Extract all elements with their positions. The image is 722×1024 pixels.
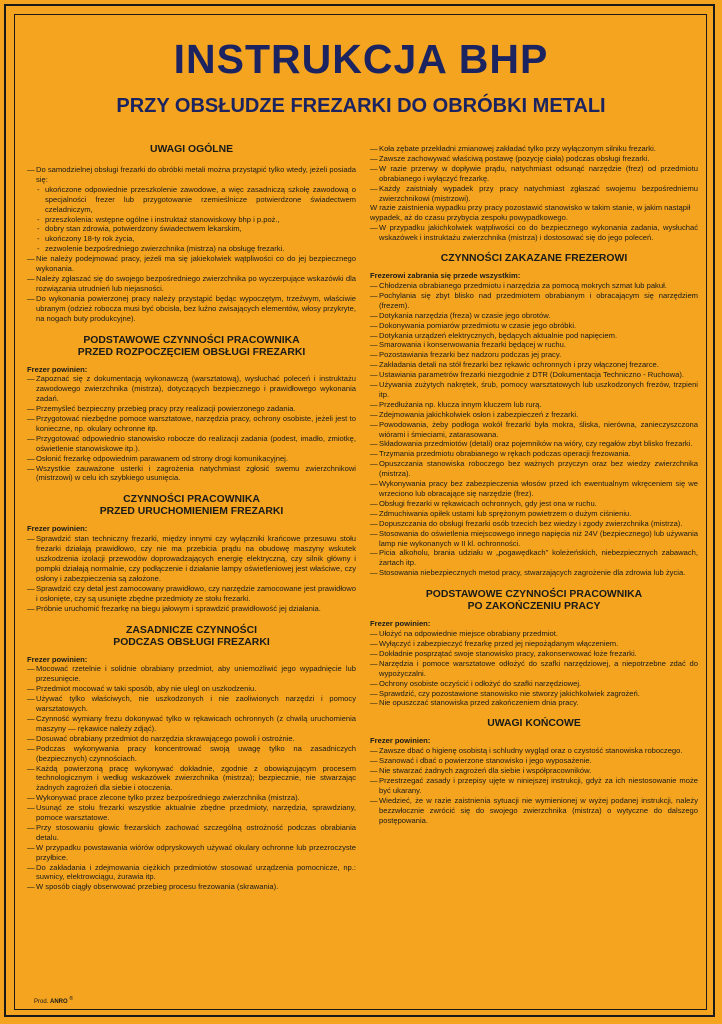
list-item: — Podczas wykonywania pracy koncentrować swoją uwagę tylko na zasadniczych (bezpiecznych) czynnościach.: [27, 744, 356, 764]
list-item: — Wyłączyć i zabezpieczyć frezarkę przed jej niepożądanym włączeniem.: [370, 639, 698, 649]
list-item: — Dotykania narzędzia (freza) w czasie jego obrotów.: [370, 311, 698, 321]
list-item: — Dokonywania pomiarów przedmiotu w czasie jego obróbki.: [370, 321, 698, 331]
list-item: - ukończony 18-ty rok życia,: [27, 234, 356, 244]
list-item: — Smarowania i konserwowania frezarki będącej w ruchu.: [370, 340, 698, 350]
heading-podczas-obslugi-2: PODCZAS OBSŁUGI FREZARKI: [113, 636, 270, 648]
list-item: — Ustawiania parametrów frezarki niezgodnie z DTR (Dokumentacja Techniczno - Ruchowa).: [370, 370, 698, 380]
producer-prefix: Prod.: [34, 999, 49, 1005]
list-item: — Składowania przedmiotów (detali) oraz pojemników na wióry, czy regałów zbyt blisko frezarki.: [370, 439, 698, 449]
list-item: — Próbnie uruchomić frezarkę na biegu jałowym i sprawdzić prawidłowość jej działania.: [27, 604, 356, 614]
list-item: — Sprawdzić czy detal jest zamocowany prawidłowo, czy narzędzie zamocowane jest prawidłowo i osłonięte, czy są usunięte zbędne przedmioty ze stołu frezarki.: [27, 584, 356, 604]
list-item: — Czynność wymiany frezu dokonywać tylko w rękawicach ochronnych (z chwilą uruchomienia maszyny — rękawice należy zdjąć).: [27, 714, 356, 734]
list-item: — Wykonywać prace zlecone tylko przez bezpośredniego zwierzchnika (mistrza).: [27, 793, 356, 803]
list-item: — Zapoznać się z dokumentacją wykonawczą (warsztatową), wysłuchać poleceń i instruktażu zawodowego zwierzchnika (mistrza), dotyczących bezpiecznego i prawidłowego wykonania zadań.: [27, 374, 356, 404]
list-item: — W przypadku jakichkolwiek wątpliwości co do bezpiecznego wykonania zadania, wysłuchać wskazówek i instruktażu zwierzchnika (mistrza) i dostosować się do jego poleceń.: [370, 223, 698, 243]
list-item: — Pozostawiania frezarki bez nadzoru podczas jej pracy.: [370, 350, 698, 360]
list-item: — Trzymania przedmiotu obrabianego w rękach podczas operacji frezowania.: [370, 449, 698, 459]
list-uwagi-koncowe: [370, 746, 698, 825]
list-uwagi-ogolne: [27, 165, 356, 324]
list-czynnosci-zakazane: [370, 281, 698, 578]
heading-przed-uruchomieniem-1: CZYNNOŚCI PRACOWNIKA: [123, 494, 260, 506]
list-podczas-obslugi-cont: [370, 144, 698, 203]
list-item: — Nie opuszczać stanowiska przed zakończeniem dnia pracy.: [370, 698, 698, 708]
list-item: — Nie stwarzać żadnych zagrożeń dla siebie i współpracowników.: [370, 766, 698, 776]
list-item: — Stosowania do oświetlenia miejscowego innego napięcia niż 24V (bezpiecznego) lub używania lamp nie wykonanych w II kl. ochronności.: [370, 529, 698, 549]
list-item: — Każdą powierzoną pracę wykonywać dokładnie, zgodnie z obowiązującym procesem technologicznym i według wskazówek zwierzchnika (mistrza); bezpiecznie, nie stwarzając żadnych zagrożeń dla siebie i otoczenia.: [27, 764, 356, 794]
list-po-zakonczeniu: [370, 629, 698, 708]
list-item: — Przemyśleć bezpieczny przebieg pracy przy realizacji powierzonego zadania.: [27, 404, 356, 414]
list-item: — Przygotować odpowiednio stanowisko robocze do realizacji zadania (podest, imadło, zmiotkę, oświetlenie stanowiskowe itp.).: [27, 434, 356, 454]
list-item: — Każdy zaistniały wypadek przy pracy natychmiast zgłaszać swojemu bezpośredniemu zwierzchnikowi (mistrzowi).: [370, 184, 698, 204]
list-item: — Przy stosowaniu głowic frezarskich zachować szczególną ostrożność podczas obrabiania detalu.: [27, 823, 356, 843]
lead-podczas-obslugi: Frezer powinien:: [27, 654, 88, 664]
list-item: — Do zakładania i zdejmowania ciężkich przedmiotów stosować urządzenia pomocnicze, np.: suwnicy, elektrowciągu, żurawia itp.: [27, 863, 356, 883]
list-item: — Używania zużytych nakrętek, śrub, pomocy warsztatowych lub uszkodzonych frezów, trzpieni itp.: [370, 380, 698, 400]
list-item: — Dotykania urządzeń elektrycznych, będących aktualnie pod napięciem.: [370, 331, 698, 341]
list-item: — Nie należy podejmować pracy, jeżeli ma się jakiekolwiek wątpliwości co do jej bezpiecznego wykonania.: [27, 254, 356, 274]
lead-po-zakonczeniu: Frezer powinien:: [370, 619, 431, 629]
heading-po-zakonczeniu-2: PO ZAKOŃCZENIU PRACY: [467, 601, 601, 613]
list-item: — Przedłużania np. klucza innym kluczem lub rurą.: [370, 400, 698, 410]
list-item: — Należy zgłaszać się do swojego bezpośredniego zwierzchnika po wyczerpujące wskazówki dla rozwiązania utrudnień lub niejasności.: [27, 274, 356, 294]
list-przed-uruchomieniem: [27, 534, 356, 613]
list-item: — Zawsze dbać o higienę osobistą i schludny wygląd oraz o czystość stanowiska roboczego.: [370, 746, 698, 756]
list-item: — Do wykonania powierzonej pracy należy przystąpić będąc wypoczętym, trzeźwym, właściwie ubranym (odzież robocza musi być obcisła, bez luźno zwisających elementów, włosy przykryte, na nogach buty produkcyjne).: [27, 294, 356, 324]
list-item: — Dopuszczania do obsługi frezarki osób trzecich bez wiedzy i zgody zwierzchnika (mistrza).: [370, 519, 698, 529]
list-item: — Usunąć ze stołu frezarki wszystkie aktualnie zbędne przedmioty, narzędzia, sprawdziany, pomoce warsztatowe.: [27, 803, 356, 823]
list-podczas-obslugi: [27, 664, 356, 892]
list-item: — Do samodzielnej obsługi frezarki do obróbki metali można przystąpić tylko wtedy, jeżeli posiada się:: [27, 165, 356, 185]
list-item: — Zdmuchiwania opiłek ustami lub sprężonym powietrzem o dużym ciśnieniu.: [370, 509, 698, 519]
list-item: — Szanować i dbać o powierzone stanowisko i jego wyposażenie.: [370, 756, 698, 766]
list-item: — Przedmiot mocować w taki sposób, aby nie ulegl on uszkodzeniu.: [27, 684, 356, 694]
list-item: — Stosowania niebezpiecznych metod pracy, stwarzających zagrożenie dla zdrowia lub życia.: [370, 568, 698, 578]
list-item: — Chłodzenia obrabianego przedmiotu i narzędzia za pomocą mokrych szmat lub pakuł.: [370, 281, 698, 291]
list-item: — Zdejmowania jakichkolwiek osłon i zabezpieczeń z frezarki.: [370, 410, 698, 420]
list-item: — Sprawdzić stan techniczny frezarki, między innymi czy wyłączniki krańcowe przesuwu stołu frezarki działają prawidłowo, czy nie ma przebicia prądu na obudowę maszyny wskutek uszkodzenia izolacji przewodów doprowadzających energię elektryczną, czy silnik główny i pompki działają normalnie, czy podłączenie i działanie lampy oświetleniowej jest właściwe, czy osłony i zabezpieczenia są założone.: [27, 534, 356, 584]
list-item: — Przygotować niezbędne pomoce warsztatowe, narzędzia pracy, ochrony osobiste, jeżeli jest to konieczne, np. okulary ochronne itp.: [27, 414, 356, 434]
lead-przed-uruchomieniem: Frezer powinien:: [27, 524, 88, 534]
heading-podczas-obslugi-1: ZASADNICZE CZYNNOŚCI: [125, 624, 258, 636]
list-item: — Powodowania, żeby podłoga wokół frezarki była mokra, śliska, nierówna, zanieczyszczona wiórami i śmieciami, zatarasowana.: [370, 420, 698, 440]
heading-uwagi-koncowe: UWAGI KOŃCOWE: [487, 718, 581, 730]
list-item: — Narzędzia i pomoce warsztatowe odłożyć do szafki narzędziowej, a niepotrzebne zdać do wypożyczalni.: [370, 659, 698, 679]
list-przed-rozpoczeciem: [27, 374, 356, 483]
list-item: — Obsługi frezarki w rękawicach ochronnych, gdy jest ona w ruchu.: [370, 499, 698, 509]
lead-czynnosci-zakazane: Frezerowi zabrania się przede wszystkim:: [370, 271, 521, 281]
list-item: — Ułożyć na odpowiednie miejsce obrabiany przedmiot.: [370, 629, 698, 639]
list-item: — Picia alkoholu, brania udziału w „pogawędkach” koleżeńskich, niebezpiecznych zabawach, żartach itp.: [370, 548, 698, 568]
left-column: [27, 144, 356, 892]
page-subtitle: PRZY OBSŁUDZE FREZARKI DO OBRÓBKI METALI: [116, 95, 606, 117]
list-item: — W sposób ciągły obserwować przebieg procesu frezowania (skrawania).: [27, 882, 356, 892]
list-item: — Mocować rzetelnie i solidnie obrabiany przedmiot, aby uniemożliwić jego wypadnięcie lub przesunięcie.: [27, 664, 356, 684]
heading-przed-rozpoczeciem-1: PODSTAWOWE CZYNNOŚCI PRACOWNIKA: [83, 334, 300, 346]
list-item: - przeszkolenia: wstępne ogólne i instruktaż stanowiskowy bhp i p.poż.,: [27, 215, 356, 225]
list-item: — Ochrony osobiste oczyścić i odłożyć do szafki narzędziowej.: [370, 679, 698, 689]
list-item: - dobry stan zdrowia, potwierdzony świadectwem lekarskim,: [27, 224, 356, 234]
list-item: — Koła zębate przekładni zmianowej zakładać tylko przy wyłączonym silniku frezarki.: [370, 144, 698, 154]
list-item: — Wykonywania pracy bez zabezpieczenia włosów przed ich ewentualnym wkręceniem się we wrzeciono lub obracające się narzędzie (frez).: [370, 479, 698, 499]
list-item: — Dosuwać obrabiany przedmiot do narzędzia skrawającego powoli i ostrożnie.: [27, 734, 356, 744]
list-item: — Dokładnie posprzątać swoje stanowisko pracy, zakonserwować łoże frezarki.: [370, 649, 698, 659]
list-item: — W razie przerwy w dopływie prądu, natychmiast odsunąć narzędzie (frez) od przedmiotu obrabianego i wyłączyć frezarkę.: [370, 164, 698, 184]
lead-uwagi-koncowe: Frezer powinien:: [370, 736, 431, 746]
paragraph-wypadek: W razie zaistnienia wypadku przy pracy pozostawić stanowisko w takim stanie, w jakim nastąpił wypadek, aż do czasu przybycia zespołu powypadkowego.: [370, 203, 691, 223]
list-item: — Przestrzegać zasady i przepisy ujęte w niniejszej instrukcji, gdyż za ich niestosowanie może być ukarany.: [370, 776, 698, 796]
list-item: — Opuszczania stanowiska roboczego bez ważnych przyczyn oraz bez wiedzy zwierzchnika (mistrza).: [370, 459, 698, 479]
page-title: INSTRUKCJA BHP: [173, 36, 549, 82]
list-item: — Pochylania się zbyt blisko nad przedmiotem obrabianym i obracającym się narzędziem (frezem).: [370, 291, 698, 311]
list-item: — Sprawdzić, czy pozostawione stanowisko nie stworzy jakichkolwiek zagrożeń.: [370, 689, 698, 699]
list-item: — Zawsze zachowywać właściwą postawę (pozycję ciała) podczas obsługi frezarki.: [370, 154, 698, 164]
list-item: — Wiedzieć, że w razie zaistnienia sytuacji nie wymienionej w wyżej podanej instrukcji, należy bezzwłocznie zwrócić się do swojego zwierzchnika (mistrza) o wytyczne do dalszego postępowania.: [370, 796, 698, 826]
list-item: — Osłonić frezarkę odpowiednim parawanem od strony drogi komunikacyjnej.: [27, 454, 356, 464]
right-column: [370, 144, 698, 825]
list-item: - ukończone odpowiednie przeszkolenie zawodowe, a więc zasadniczą szkołę zawodową o specjalności frezer lub przygotowanie rzemieślnicze potwierdzone świadectwem czeladniczym,: [27, 185, 356, 215]
heading-przed-rozpoczeciem-2: PRZED ROZPOCZĘCIEM OBSŁUGI FREZARKI: [77, 346, 306, 358]
list-item: — Wszystkie zauważone usterki i zagrożenia natychmiast zgłosić swemu zwierzchnikowi (mistrzowi) w celu ich szybkiego usunięcia.: [27, 464, 356, 484]
heading-po-zakonczeniu-1: PODSTAWOWE CZYNNOŚCI PRACOWNIKA: [425, 589, 643, 601]
heading-czynnosci-zakazane: CZYNNOŚCI ZAKAZANE FREZEROWI: [440, 253, 628, 265]
list-podczas-obslugi-cont-2: [370, 223, 698, 243]
producer-name: ANRO: [50, 999, 68, 1005]
registered-mark: ®: [69, 996, 74, 1002]
list-item: - zezwolenie bezpośredniego zwierzchnika (mistrza) na obsługę frezarki.: [27, 244, 356, 254]
heading-przed-uruchomieniem-2: PRZED URUCHOMIENIEM FREZARKI: [99, 506, 284, 518]
producer-mark: [34, 996, 73, 1005]
list-item: — W przypadku powstawania wiórów odpryskowych używać okulary ochronne lub przezroczyste przyłbice.: [27, 843, 356, 863]
heading-uwagi-ogolne: UWAGI OGÓLNE: [149, 144, 234, 155]
list-item: — Używać tylko właściwych, nie uszkodzonych i nie zaoliwionych narzędzi i pomocy warsztatowych.: [27, 694, 356, 714]
lead-przed-rozpoczeciem: Frezer powinien:: [27, 364, 88, 374]
list-item: — Zakładania detali na stół frezarki bez rękawic ochronnych i przy włączonej frezarce.: [370, 360, 698, 370]
